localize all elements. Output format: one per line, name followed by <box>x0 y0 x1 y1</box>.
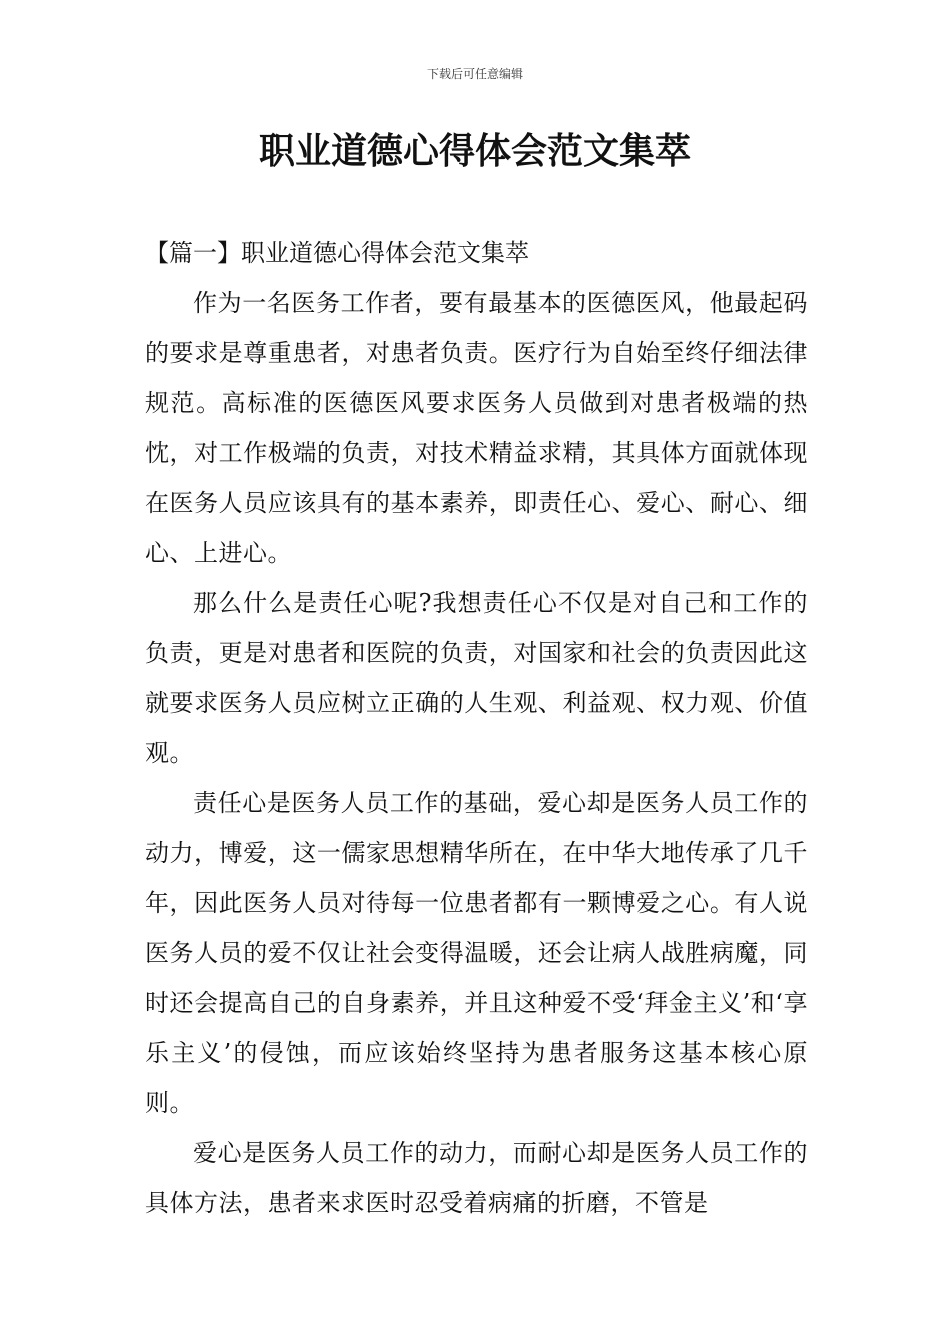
section-heading: 【篇一】职业道德心得体会范文集萃 <box>145 239 529 267</box>
header-note: 下载后可任意编辑 <box>426 67 523 81</box>
paragraph-3: 责任心是医务人员工作的基础，爱心却是医务人员工作的动力，博爱，这一儒家思想精华所在，在中华大地传承了几千年，因此医务人员对待每一位患者都有一颗博爱之心。有人说医务人员的爱不仅让社会变得温暖，还会让病人战胜病魔，同时还会提高自己的自身素养，并且这种爱不受‘拜金主义’和‘享乐主义’的侵蚀，而应该始终坚持为患者服务这基本核心原则。 <box>145 789 808 1117</box>
document-body <box>145 228 808 1228</box>
document-title: 职业道德心得体会范文集萃 <box>258 131 691 172</box>
paragraph-4: 爱心是医务人员工作的动力，而耐心却是医务人员工作的具体方法，患者来求医时忍受着病痛的折磨，不管是 <box>145 1139 808 1217</box>
paragraph-1: 作为一名医务工作者，要有最基本的医德医风，他最起码的要求是尊重患者，对患者负责。医疗行为自始至终仔细法律规范。高标准的医德医风要求医务人员做到对患者极端的热忱，对工作极端的负责，对技术精益求精，其具体方面就体现在医务人员应该具有的基本素养，即责任心、爱心、耐心、细心、上进心。 <box>145 289 808 567</box>
paragraph-2: 那么什么是责任心呢?我想责任心不仅是对自己和工作的负责，更是对患者和医院的负责，对国家和社会的负责因此这就要求医务人员应树立正确的人生观、利益观、权力观、价值观。 <box>145 589 808 767</box>
